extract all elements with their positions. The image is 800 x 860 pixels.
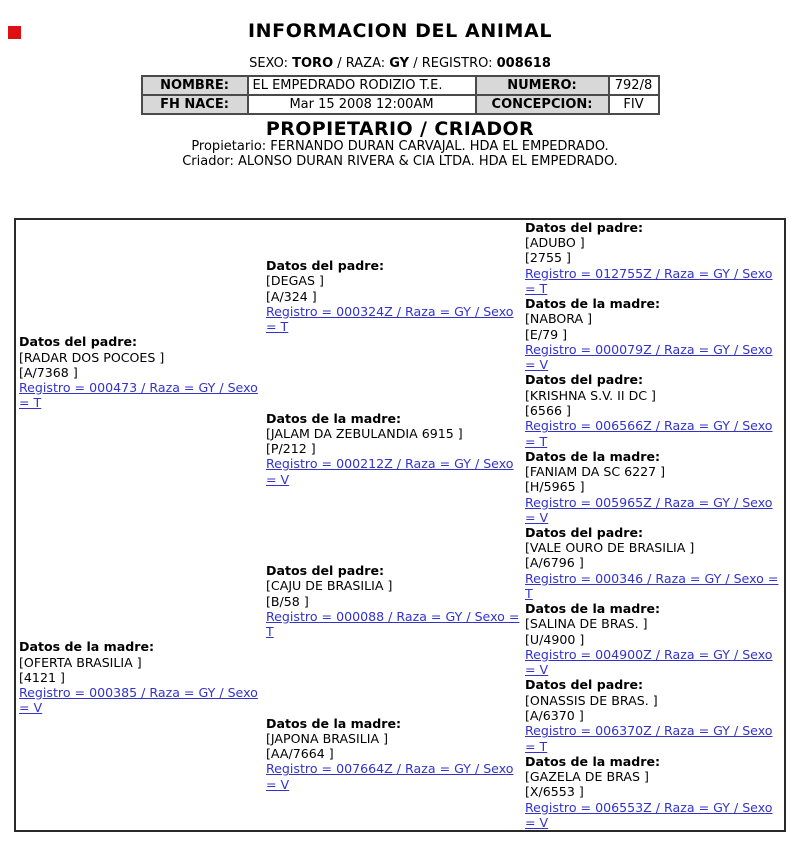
ancestor-name: [CAJU DE BRASILIA ] — [266, 578, 393, 594]
pedigree-cell — [522, 525, 784, 601]
ancestor-code: [X/6553 ] — [525, 784, 584, 800]
ancestor-name: [ADUBO ] — [525, 235, 585, 251]
ancestor-code: [B/58 ] — [266, 593, 309, 609]
numero-label: NUMERO: — [476, 76, 609, 95]
ancestor-role-label: Datos de la madre: — [525, 296, 661, 312]
ancestor-name: [JAPONA BRASILIA ] — [266, 730, 389, 746]
pedigree-cell — [263, 678, 522, 831]
ancestor-name: [ONASSIS DE BRAS. ] — [525, 692, 658, 708]
pedigree-cell — [522, 296, 784, 372]
registro-link[interactable]: Registro = 000324Z / Raza = GY / Sexo = T — [266, 303, 514, 335]
ancestor-name: [KRISHNA S.V. II DC ] — [525, 387, 656, 403]
registro-value: 008618 — [496, 56, 551, 71]
nombre-label: NOMBRE: — [142, 76, 248, 95]
ancestor-block-sire — [525, 525, 784, 601]
ancestor-block-dam — [525, 601, 784, 677]
registro-link[interactable]: Registro = 000473 / Raza = GY / Sexo = T — [19, 380, 258, 411]
numero-value: 792/8 — [609, 76, 659, 95]
ancestor-block-sire — [266, 563, 522, 639]
ancestor-name: [RADAR DOS POCOES ] — [19, 349, 165, 365]
ancestor-code: [A/6370 ] — [525, 707, 584, 723]
ancestor-code: [4121 ] — [19, 669, 65, 685]
ancestor-role-label: Datos del padre: — [19, 334, 138, 350]
ancestor-name: [FANIAM DA SC 6227 ] — [525, 463, 666, 479]
ancestor-role-label: Datos de la madre: — [525, 448, 661, 464]
pedigree-cell — [16, 220, 263, 525]
ancestor-code: [H/5965 ] — [525, 479, 585, 495]
pedigree-cell — [263, 525, 522, 678]
registro-link[interactable]: Registro = 000088 / Raza = GY / Sexo = T — [266, 608, 520, 640]
registro-link[interactable]: Registro = 004900Z / Raza = GY / Sexo = V — [525, 647, 773, 678]
sexo-value: TORO — [292, 56, 334, 71]
registro-link[interactable]: Registro = 012755Z / Raza = GY / Sexo = T — [525, 265, 773, 297]
pedigree-cell — [522, 220, 784, 296]
pedigree-cell — [522, 449, 784, 525]
ancestor-role-label: Datos de la madre: — [266, 410, 402, 426]
ancestor-block-dam — [266, 716, 522, 792]
pedigree-cell — [522, 754, 784, 830]
ancestor-role-label: Datos del padre: — [525, 372, 644, 388]
ancestor-code: [AA/7664 ] — [266, 746, 334, 762]
ancestor-name: [GAZELA DE BRAS ] — [525, 768, 649, 784]
ancestor-block-sire — [525, 220, 784, 296]
ancestor-block-dam — [525, 449, 784, 525]
registro-link[interactable]: Registro = 000079Z / Raza = GY / Sexo = V — [525, 342, 773, 373]
registro-link[interactable]: Registro = 000212Z / Raza = GY / Sexo = V — [266, 456, 514, 487]
ancestor-role-label: Datos de la madre: — [266, 715, 402, 731]
animal-summary-line — [0, 56, 800, 71]
criador-line: Criador: ALONSO DURAN RIVERA & CIA LTDA. HDA EL EMPEDRADO. — [182, 153, 618, 169]
ancestor-block-sire — [525, 678, 784, 754]
ancestor-block-dam — [525, 754, 784, 830]
table-row — [142, 76, 659, 95]
table-row — [142, 95, 659, 114]
registro-link[interactable]: Registro = 006553Z / Raza = GY / Sexo = V — [525, 799, 773, 830]
ancestor-code: [6566 ] — [525, 402, 571, 418]
ancestor-block-sire — [525, 373, 784, 449]
pedigree-box — [14, 218, 786, 832]
ancestor-block-sire — [266, 258, 522, 334]
ancestor-code: [2755 ] — [525, 250, 571, 266]
ancestor-name: [DEGAS ] — [266, 273, 324, 289]
ancestor-name: [JALAM DA ZEBULANDIA 6915 ] — [266, 425, 463, 441]
pedigree-column-3 — [522, 220, 784, 830]
pedigree-column-1 — [16, 220, 263, 830]
registro-link[interactable]: Registro = 007664Z / Raza = GY / Sexo = V — [266, 761, 514, 792]
ancestor-block-dam — [19, 639, 263, 715]
registro-link[interactable]: Registro = 006370Z / Raza = GY / Sexo = T — [525, 723, 773, 754]
registro-link[interactable]: Registro = 005965Z / Raza = GY / Sexo = V — [525, 494, 773, 525]
pedigree-cell — [263, 373, 522, 526]
ancestor-block-sire — [19, 334, 263, 410]
ancestor-code: [A/324 ] — [266, 288, 317, 304]
registro-link[interactable]: Registro = 006566Z / Raza = GY / Sexo = T — [525, 418, 773, 449]
page-title: INFORMACION DEL ANIMAL — [247, 20, 553, 42]
ancestor-role-label: Datos de la madre: — [19, 639, 155, 655]
pedigree-column-2 — [263, 220, 522, 830]
registro-link[interactable]: Registro = 000385 / Raza = GY / Sexo = V — [19, 685, 258, 716]
pedigree-cell — [263, 220, 522, 373]
ancestor-block-dam — [525, 296, 784, 372]
ancestor-code: [A/6796 ] — [525, 555, 584, 571]
ancestor-role-label: Datos del padre: — [525, 525, 644, 540]
raza-label: / RAZA: — [333, 56, 390, 71]
concepcion-label: CONCEPCION: — [476, 95, 609, 114]
sexo-label: SEXO: — [249, 56, 293, 71]
ancestor-role-label: Datos del padre: — [266, 258, 385, 273]
ancestor-role-label: Datos del padre: — [525, 677, 644, 693]
raza-value: GY — [389, 56, 410, 71]
ancestor-code: [A/7368 ] — [19, 364, 78, 380]
ancestor-role-label: Datos de la madre: — [525, 753, 661, 769]
fh-nace-label: FH NACE: — [142, 95, 248, 114]
registro-link[interactable]: Registro = 000346 / Raza = GY / Sexo = T — [525, 570, 779, 602]
ancestor-role-label: Datos del padre: — [525, 220, 644, 235]
ancestor-block-dam — [266, 411, 522, 487]
animal-info-table — [141, 75, 660, 115]
ancestor-code: [U/4900 ] — [525, 631, 585, 647]
propietario-line: Propietario: FERNANDO DURAN CARVAJAL. HDA EL EMPEDRADO. — [191, 139, 609, 154]
ancestor-role-label: Datos de la madre: — [525, 601, 661, 617]
ancestor-name: [VALE OURO DE BRASILIA ] — [525, 540, 695, 556]
pedigree-cell — [522, 601, 784, 677]
nombre-value: EL EMPEDRADO RODIZIO T.E. — [248, 76, 476, 95]
missing-image-icon — [8, 26, 21, 39]
pedigree-cell — [16, 525, 263, 830]
concepcion-value: FIV — [609, 95, 659, 114]
ancestor-code: [E/79 ] — [525, 326, 568, 342]
ancestor-name: [OFERTA BRASILIA ] — [19, 654, 142, 670]
ancestor-code: [P/212 ] — [266, 441, 316, 457]
ancestor-role-label: Datos del padre: — [266, 563, 385, 578]
registro-label: / REGISTRO: — [409, 56, 497, 71]
section-title: PROPIETARIO / CRIADOR — [265, 118, 535, 140]
fh-nace-value: Mar 15 2008 12:00AM — [248, 95, 476, 114]
ancestor-name: [SALINA DE BRAS. ] — [525, 616, 648, 632]
ancestor-name: [NABORA ] — [525, 311, 593, 327]
pedigree-cell — [522, 373, 784, 449]
pedigree-cell — [522, 678, 784, 754]
